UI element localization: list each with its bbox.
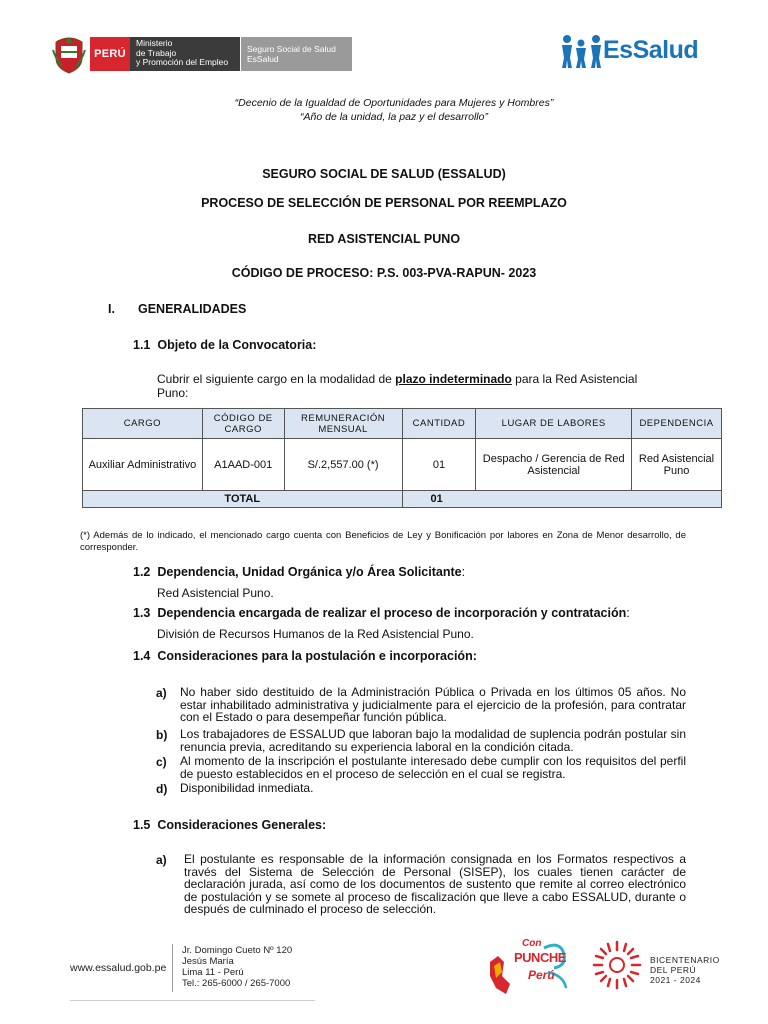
decenio-header — [0, 96, 768, 124]
bicentenario-sun-icon — [592, 940, 642, 990]
title-red-asistencial: RED ASISTENCIAL PUNO — [307, 232, 461, 246]
table-total-row — [83, 491, 722, 508]
section-1-1-text: Cubrir el siguiente cargo en la modalidad de plazo indeterminado para la Red Asistencial Puno: — [157, 372, 638, 400]
punche-text: PUNCHE — [514, 950, 566, 965]
section-1-3-text: División de Recursos Humanos de la Red Asistencial Puno. — [157, 627, 474, 641]
list-label: c) — [156, 755, 167, 769]
peru-coat-of-arms-icon — [52, 36, 86, 74]
cell-dependencia: Red Asistencial Puno — [632, 439, 722, 491]
ministerio-logo-box: Ministerio de Trabajo y Promoción del Empleo — [130, 37, 240, 71]
seguro-social-logo-box: Seguro Social de Salud EsSalud — [240, 37, 352, 71]
cargo-table — [82, 408, 722, 508]
table-row — [83, 439, 722, 491]
table-header-row — [83, 409, 722, 439]
footer-separator — [172, 944, 173, 992]
th-remuneracion: REMUNERACIÓN MENSUAL — [284, 409, 402, 439]
list-label: b) — [156, 728, 168, 742]
title-codigo-proceso: CÓDIGO DE PROCESO: P.S. 003-PVA-RAPUN- 2023 — [231, 266, 537, 280]
section-1-3-heading: 1.3 Dependencia encargada de realizar el proceso de incorporación y contratación: — [133, 606, 630, 620]
th-lugar: LUGAR DE LABORES — [476, 409, 632, 439]
decenio-line-2: “Año de la unidad, la paz y el desarrollo” — [300, 111, 488, 123]
list-item: Al momento de la inscripción el postulante interesado debe cumplir con los requisitos del perfil de puesto establecidos en el proceso de selección en el cual se registra. — [180, 754, 686, 781]
title-essalud: SEGURO SOCIAL DE SALUD (ESSALUD) — [262, 167, 506, 181]
list-item: Los trabajadores de ESSALUD que laboran bajo la modalidad de suplencia podrán postular sin renuncia previa, acreditando su experiencia laboral en la condición citada. — [180, 727, 686, 754]
list-item: El postulante es responsable de la información consignada en los Formatos respectivos a través del Sistema de Selección de Personal (SISEP), los cuales tienen carácter de declaración jurada, así como de los documentos de sustento que remite al correo electrónico de postulación y se somete al proceso de fiscalización que lleve a cabo ESSALUD, durante o después de culminado el proceso de selección. — [184, 852, 686, 916]
cell-cargo: Auxiliar Administrativo — [83, 439, 203, 491]
con-text: Con — [522, 938, 542, 949]
essalud-family-icon — [560, 34, 604, 68]
list-item: No haber sido destituido de la Administración Pública o Privada en los últimos 05 años. No estar inhabilitado administrativa y judicialmente para el ejercicio de la profesión, para contratar con el Estado o para desempeñar función pública. — [180, 685, 686, 724]
cell-codigo: A1AAD-001 — [202, 439, 284, 491]
section-1-2-text: Red Asistencial Puno. — [157, 586, 274, 600]
footer-underline — [70, 1000, 315, 1001]
footer-address: Jr. Domingo Cueto Nº 120 Jesús María Lima 11 - Perú Tel.: 265-6000 / 265-7000 — [182, 945, 293, 989]
list-label: a) — [156, 853, 167, 867]
peru-logo-box: PERÚ — [90, 37, 130, 71]
list-item: Disponibilidad inmediata. — [180, 781, 314, 795]
cell-remuneracion: S/.2,557.00 (*) — [284, 439, 402, 491]
cell-lugar: Despacho / Gerencia de Red Asistencial — [476, 439, 632, 491]
th-dependencia: DEPENDENCIA — [632, 409, 722, 439]
list-label: a) — [156, 686, 167, 700]
footer-website: www.essalud.gob.pe — [70, 962, 167, 974]
total-label: TOTAL — [83, 491, 403, 508]
peru-text: Perú — [528, 968, 555, 982]
section-1-5-heading: 1.5 Consideraciones Generales: — [133, 818, 327, 832]
th-codigo: CÓDIGO DE CARGO — [202, 409, 284, 439]
decenio-line-1: “Decenio de la Igualdad de Oportunidades para Mujeres y Hombres” — [234, 97, 554, 109]
list-label: d) — [156, 782, 168, 796]
th-cargo: CARGO — [83, 409, 203, 439]
bicentenario-text: BICENTENARIO DEL PERÚ 2021 - 2024 — [650, 955, 720, 985]
section-1-4-heading: 1.4 Consideraciones para la postulación e incorporación: — [133, 649, 477, 663]
section-1-2-heading: 1.2 Dependencia, Unidad Orgánica y/o Área Solicitante: — [133, 565, 466, 579]
th-cantidad: CANTIDAD — [402, 409, 476, 439]
cell-cantidad: 01 — [402, 439, 476, 491]
section-generalidades: I. GENERALIDADES — [108, 302, 247, 316]
essalud-brand-text: EsSalud — [603, 36, 699, 64]
total-value: 01 — [402, 491, 722, 508]
section-1-1-heading: 1.1 Objeto de la Convocatoria: — [133, 338, 317, 352]
table-footnote: (*) Además de lo indicado, el mencionado cargo cuenta con Beneficios de Ley y Bonificación por labores en Zona de Menor desarrollo, de corresponder. — [80, 530, 686, 553]
title-proceso: PROCESO DE SELECCIÓN DE PERSONAL POR REEMPLAZO — [201, 196, 567, 210]
